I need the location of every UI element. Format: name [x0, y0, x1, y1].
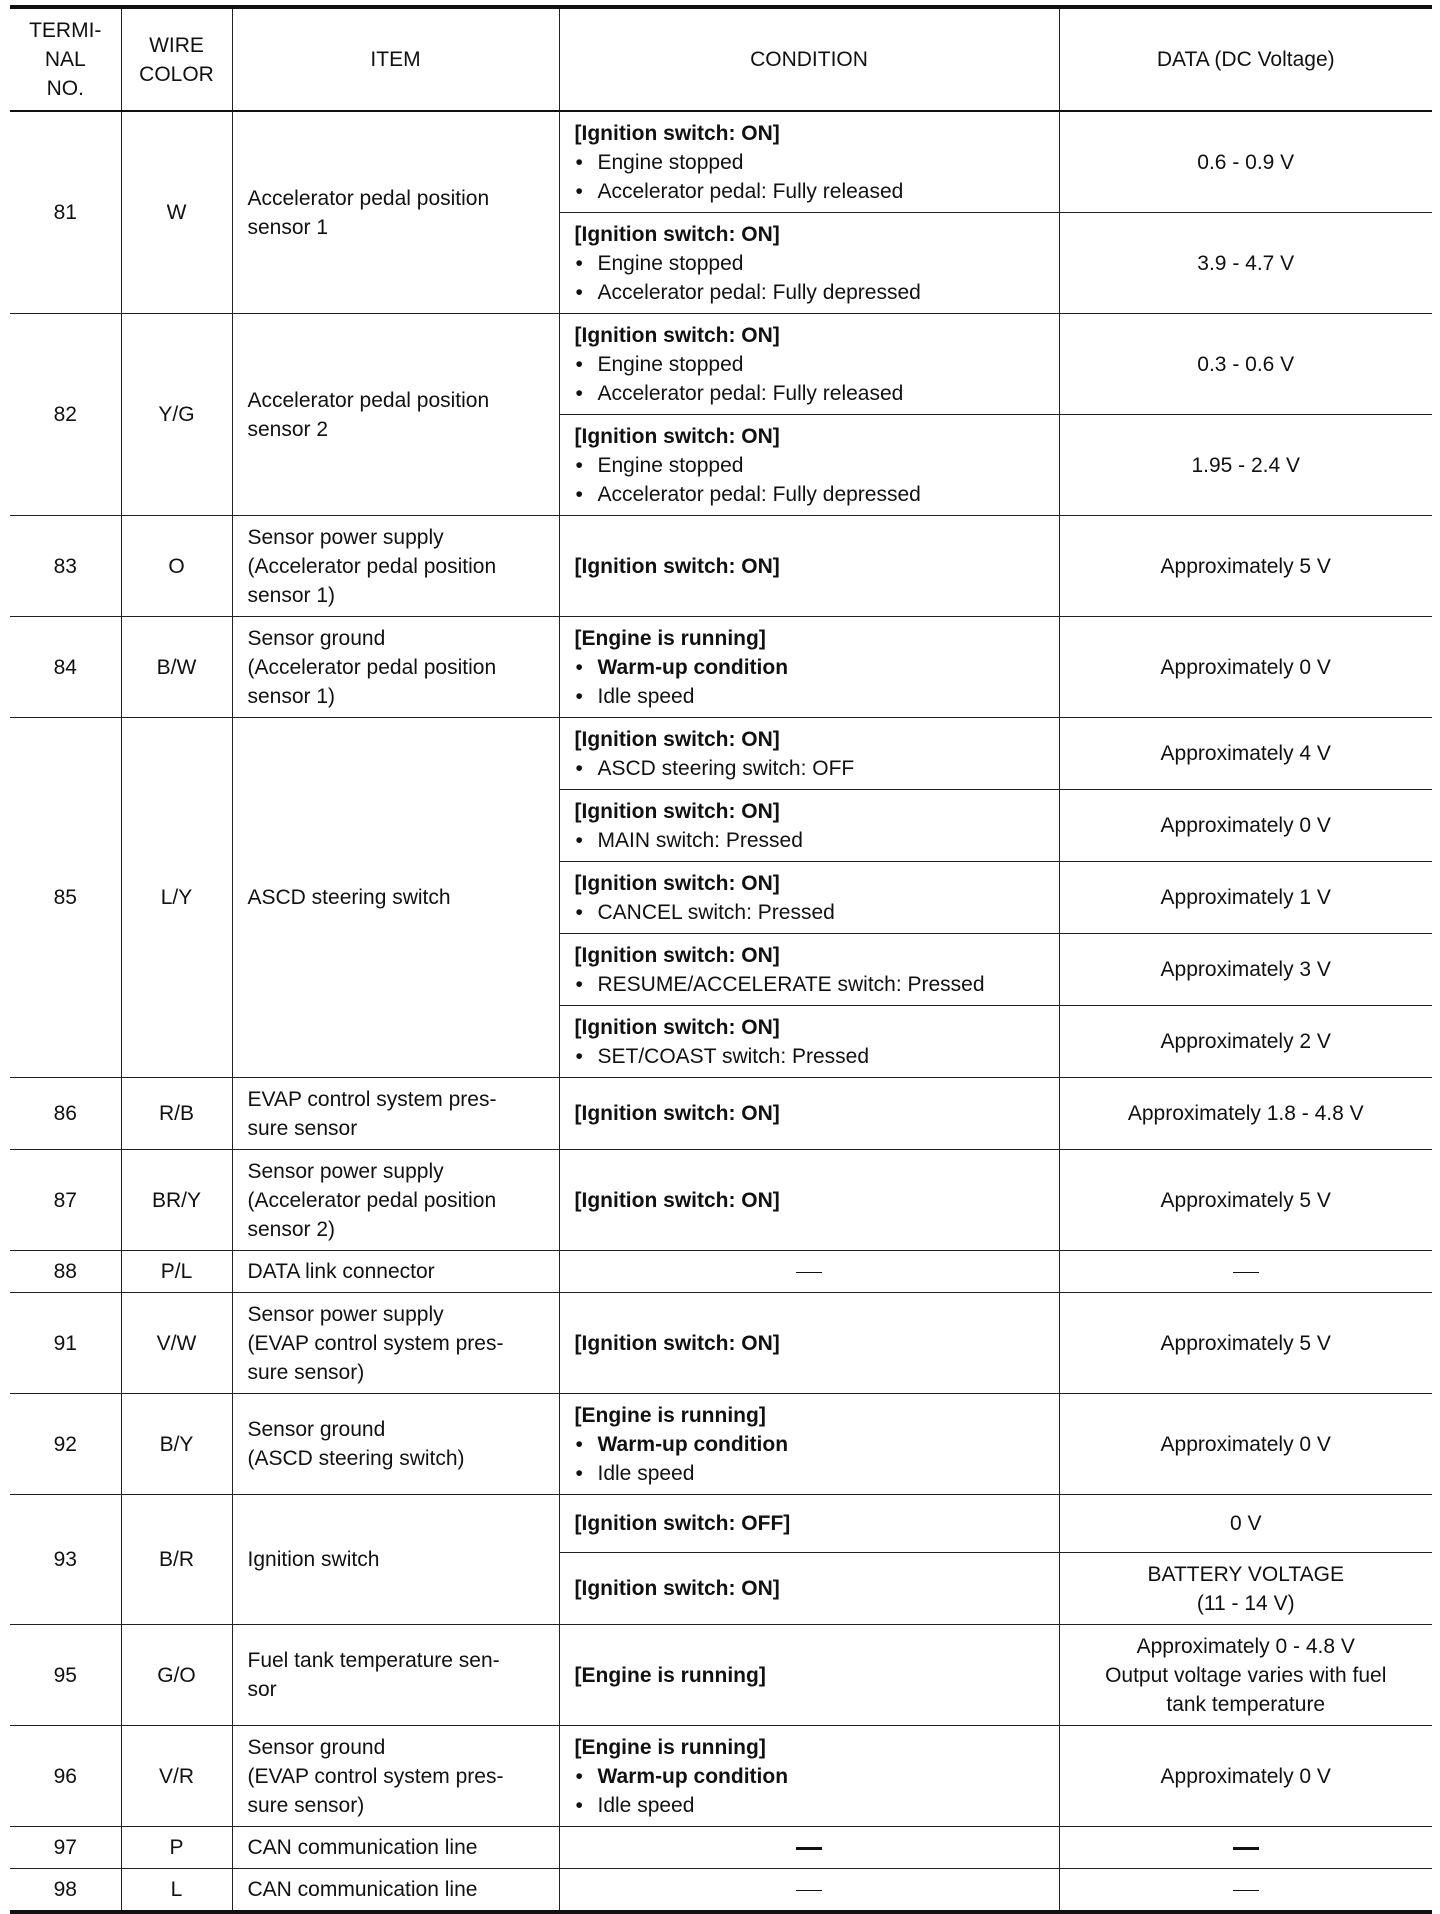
table-row — [10, 516, 1432, 617]
terminal-no-cell: 82 — [10, 314, 121, 516]
item-cell: EVAP control system pres- sure sensor — [232, 1078, 559, 1150]
wire-color-cell: O — [121, 516, 232, 617]
data-voltage-cell: 0.3 - 0.6 V — [1059, 314, 1432, 415]
item-cell: Sensor ground (EVAP control system pres- sure sensor) — [232, 1726, 559, 1827]
item-cell: ASCD steering switch — [232, 718, 559, 1078]
data-voltage-cell: Approximately 0 V — [1059, 790, 1432, 862]
condition-heading: [Ignition switch: ON] — [574, 1577, 780, 1600]
data-voltage-cell — [1059, 1869, 1432, 1913]
table-row — [10, 1293, 1432, 1394]
item-cell: Accelerator pedal position sensor 2 — [232, 314, 559, 516]
terminal-no-cell: 92 — [10, 1394, 121, 1495]
condition-bullet — [575, 970, 1051, 999]
item-cell: Fuel tank temperature sen- sor — [232, 1625, 559, 1726]
data-voltage-cell: 0.6 - 0.9 V — [1059, 111, 1432, 213]
wire-color-cell: R/B — [121, 1078, 232, 1150]
data-voltage-cell: 1.95 - 2.4 V — [1059, 415, 1432, 516]
wire-color-cell: B/R — [121, 1495, 232, 1625]
bullet-dot: • — [575, 655, 583, 679]
table-row — [10, 111, 1432, 213]
condition-heading: [Engine is running] — [574, 1663, 766, 1687]
header-wire-color: WIRE COLOR — [121, 7, 232, 111]
condition-bullet — [575, 350, 1051, 379]
table-row — [10, 1251, 1432, 1293]
item-cell: Ignition switch — [232, 1495, 559, 1625]
condition-bullet — [575, 249, 1051, 278]
condition-bullet-text: CANCEL switch: Pressed — [597, 900, 835, 924]
bullet-dot: • — [575, 684, 583, 708]
condition-bullet-text: Accelerator pedal: Fully depressed — [597, 280, 921, 304]
table-row — [10, 1150, 1432, 1251]
data-voltage-cell: Approximately 1 V — [1059, 862, 1432, 934]
condition-bullet-text: Warm-up condition — [597, 1764, 789, 1788]
condition-heading: [Engine is running] — [574, 626, 766, 650]
bullet-dot: • — [575, 900, 583, 924]
bullet-dot: • — [575, 352, 583, 376]
condition-bullet-text: Idle speed — [597, 1793, 695, 1817]
item-cell: Accelerator pedal position sensor 1 — [232, 111, 559, 314]
wire-color-cell: G/O — [121, 1625, 232, 1726]
item-cell: CAN communication line — [232, 1869, 559, 1913]
condition-cell — [559, 718, 1059, 790]
condition-bullet-text: Engine stopped — [597, 251, 744, 275]
condition-cell — [559, 1150, 1059, 1251]
not-applicable-dash — [796, 1272, 822, 1273]
condition-cell — [559, 1078, 1059, 1150]
header-terminal-no: TERMI- NAL NO. — [10, 7, 121, 111]
condition-heading: [Ignition switch: ON] — [574, 871, 780, 895]
data-voltage-cell — [1059, 1827, 1432, 1869]
condition-bullet-text: SET/COAST switch: Pressed — [597, 1044, 870, 1068]
terminal-no-cell: 81 — [10, 111, 121, 314]
condition-cell — [559, 1495, 1059, 1553]
bullet-dot: • — [575, 1044, 583, 1068]
condition-cell — [559, 790, 1059, 862]
table-row — [10, 1726, 1432, 1827]
table-row — [10, 1394, 1432, 1495]
condition-heading: [Ignition switch: ON] — [574, 222, 780, 246]
condition-cell — [559, 1869, 1059, 1913]
table-row — [10, 1869, 1432, 1913]
data-voltage-cell: Approximately 5 V — [1059, 1293, 1432, 1394]
condition-heading: [Ignition switch: ON] — [574, 323, 780, 347]
item-cell: Sensor ground (ASCD steering switch) — [232, 1394, 559, 1495]
wire-color-cell: BR/Y — [121, 1150, 232, 1251]
wire-color-cell: P — [121, 1827, 232, 1869]
data-voltage-cell — [1059, 1251, 1432, 1293]
terminal-no-cell: 84 — [10, 617, 121, 718]
condition-bullet — [575, 1791, 1051, 1820]
terminal-no-cell: 86 — [10, 1078, 121, 1150]
not-applicable-dash — [796, 1847, 822, 1850]
condition-heading: [Ignition switch: ON] — [574, 1102, 780, 1125]
condition-heading: [Ignition switch: ON] — [574, 943, 780, 967]
wire-color-cell: B/Y — [121, 1394, 232, 1495]
condition-heading: [Ignition switch: OFF] — [574, 1512, 791, 1535]
condition-bullet-text: Idle speed — [597, 684, 695, 708]
table-row — [10, 1078, 1432, 1150]
wire-color-cell: Y/G — [121, 314, 232, 516]
not-applicable-dash — [1233, 1890, 1259, 1891]
terminal-no-cell: 85 — [10, 718, 121, 1078]
wire-color-cell: W — [121, 111, 232, 314]
data-voltage-cell: 3.9 - 4.7 V — [1059, 213, 1432, 314]
terminal-data-table — [10, 5, 1432, 1914]
condition-bullet-text: Warm-up condition — [597, 655, 789, 679]
condition-cell — [559, 314, 1059, 415]
bullet-dot: • — [575, 482, 583, 506]
condition-bullet — [575, 451, 1051, 480]
data-voltage-cell: Approximately 2 V — [1059, 1006, 1432, 1078]
header-row — [10, 7, 1432, 111]
condition-cell — [559, 1394, 1059, 1495]
condition-bullet-text: Engine stopped — [597, 150, 744, 174]
condition-heading: [Ignition switch: ON] — [574, 1331, 780, 1355]
condition-bullet — [575, 682, 1051, 711]
condition-bullet — [575, 1042, 1051, 1071]
data-voltage-cell: Approximately 0 V — [1059, 1394, 1432, 1495]
item-cell: DATA link connector — [232, 1251, 559, 1293]
condition-cell — [559, 1251, 1059, 1293]
condition-cell — [559, 617, 1059, 718]
data-voltage-cell: Approximately 5 V — [1059, 516, 1432, 617]
condition-bullet — [575, 1430, 1051, 1459]
condition-bullet — [575, 653, 1051, 682]
item-cell: CAN communication line — [232, 1827, 559, 1869]
bullet-dot: • — [575, 251, 583, 275]
bullet-dot: • — [575, 453, 583, 477]
condition-cell — [559, 1827, 1059, 1869]
condition-cell — [559, 516, 1059, 617]
table-row — [10, 314, 1432, 415]
bullet-dot: • — [575, 1793, 583, 1817]
wire-color-cell: B/W — [121, 617, 232, 718]
header-data: DATA (DC Voltage) — [1059, 7, 1432, 111]
condition-cell — [559, 1006, 1059, 1078]
terminal-no-cell: 83 — [10, 516, 121, 617]
condition-cell — [559, 1726, 1059, 1827]
table-row — [10, 718, 1432, 790]
bullet-dot: • — [575, 179, 583, 203]
table-row — [10, 1625, 1432, 1726]
condition-bullet — [575, 379, 1051, 408]
wire-color-cell: V/R — [121, 1726, 232, 1827]
data-voltage-cell: Approximately 0 V — [1059, 1726, 1432, 1827]
condition-bullet — [575, 177, 1051, 206]
condition-cell — [559, 1293, 1059, 1394]
data-voltage-cell: Approximately 0 V — [1059, 617, 1432, 718]
table-body — [10, 111, 1432, 1912]
condition-bullet — [575, 148, 1051, 177]
data-voltage-cell: Approximately 3 V — [1059, 934, 1432, 1006]
condition-bullet — [575, 480, 1051, 509]
terminal-no-cell: 93 — [10, 1495, 121, 1625]
condition-bullet-text: Warm-up condition — [597, 1432, 789, 1456]
condition-heading: [Ignition switch: ON] — [574, 799, 780, 823]
bullet-dot: • — [575, 972, 583, 996]
table-row — [10, 1495, 1432, 1553]
condition-bullet-text: Accelerator pedal: Fully depressed — [597, 482, 921, 506]
header-condition: CONDITION — [559, 7, 1059, 111]
data-voltage-cell: Approximately 0 - 4.8 V Output voltage varies with fuel tank temperature — [1059, 1625, 1432, 1726]
terminal-data-table-container — [10, 5, 1432, 1914]
data-voltage-cell: 0 V — [1059, 1495, 1432, 1553]
bullet-dot: • — [575, 828, 583, 852]
condition-cell — [559, 1553, 1059, 1625]
not-applicable-dash — [1233, 1272, 1259, 1273]
condition-bullet-text: Engine stopped — [597, 352, 744, 376]
table-row — [10, 1827, 1432, 1869]
data-voltage-cell: Approximately 4 V — [1059, 718, 1432, 790]
header-item: ITEM — [232, 7, 559, 111]
bullet-dot: • — [575, 1461, 583, 1485]
condition-cell — [559, 415, 1059, 516]
condition-heading: [Ignition switch: ON] — [574, 424, 780, 448]
condition-bullet — [575, 898, 1051, 927]
item-cell: Sensor power supply (Accelerator pedal position sensor 1) — [232, 516, 559, 617]
condition-bullet — [575, 278, 1051, 307]
terminal-no-cell: 97 — [10, 1827, 121, 1869]
bullet-dot: • — [575, 1432, 583, 1456]
bullet-dot: • — [575, 756, 583, 780]
terminal-no-cell: 96 — [10, 1726, 121, 1827]
bullet-dot: • — [575, 1764, 583, 1788]
table-row — [10, 617, 1432, 718]
condition-bullet-text: Idle speed — [597, 1461, 695, 1485]
condition-heading: [Ignition switch: ON] — [574, 121, 780, 145]
condition-heading: [Ignition switch: ON] — [574, 554, 780, 578]
condition-heading: [Ignition switch: ON] — [574, 1015, 780, 1039]
wire-color-cell: P/L — [121, 1251, 232, 1293]
bullet-dot: • — [575, 280, 583, 304]
wire-color-cell: L — [121, 1869, 232, 1913]
condition-bullet-text: ASCD steering switch: OFF — [597, 756, 855, 780]
condition-bullet-text: RESUME/ACCELERATE switch: Pressed — [597, 972, 985, 996]
item-cell: Sensor power supply (Accelerator pedal position sensor 2) — [232, 1150, 559, 1251]
condition-heading: [Ignition switch: ON] — [574, 727, 780, 751]
condition-bullet-text: Accelerator pedal: Fully released — [597, 381, 904, 405]
condition-cell — [559, 1625, 1059, 1726]
condition-heading: [Engine is running] — [574, 1735, 766, 1759]
terminal-no-cell: 98 — [10, 1869, 121, 1913]
condition-heading: [Ignition switch: ON] — [574, 1188, 780, 1212]
condition-bullet — [575, 826, 1051, 855]
wire-color-cell: V/W — [121, 1293, 232, 1394]
terminal-no-cell: 88 — [10, 1251, 121, 1293]
condition-bullet-text: MAIN switch: Pressed — [597, 828, 803, 852]
bullet-dot: • — [575, 381, 583, 405]
data-voltage-cell: Approximately 5 V — [1059, 1150, 1432, 1251]
item-cell: Sensor power supply (EVAP control system pres- sure sensor) — [232, 1293, 559, 1394]
condition-cell — [559, 862, 1059, 934]
condition-bullet-text: Accelerator pedal: Fully released — [597, 179, 904, 203]
data-voltage-cell: BATTERY VOLTAGE (11 - 14 V) — [1059, 1553, 1432, 1625]
terminal-no-cell: 91 — [10, 1293, 121, 1394]
terminal-no-cell: 87 — [10, 1150, 121, 1251]
condition-heading: [Engine is running] — [574, 1403, 766, 1427]
not-applicable-dash — [796, 1890, 822, 1891]
condition-bullet-text: Engine stopped — [597, 453, 744, 477]
condition-bullet — [575, 754, 1051, 783]
not-applicable-dash — [1233, 1847, 1259, 1850]
bullet-dot: • — [575, 150, 583, 174]
condition-cell — [559, 934, 1059, 1006]
condition-cell — [559, 213, 1059, 314]
wire-color-cell: L/Y — [121, 718, 232, 1078]
terminal-no-cell: 95 — [10, 1625, 121, 1726]
condition-cell — [559, 111, 1059, 213]
condition-bullet — [575, 1459, 1051, 1488]
data-voltage-cell: Approximately 1.8 - 4.8 V — [1059, 1078, 1432, 1150]
item-cell: Sensor ground (Accelerator pedal position sensor 1) — [232, 617, 559, 718]
condition-bullet — [575, 1762, 1051, 1791]
